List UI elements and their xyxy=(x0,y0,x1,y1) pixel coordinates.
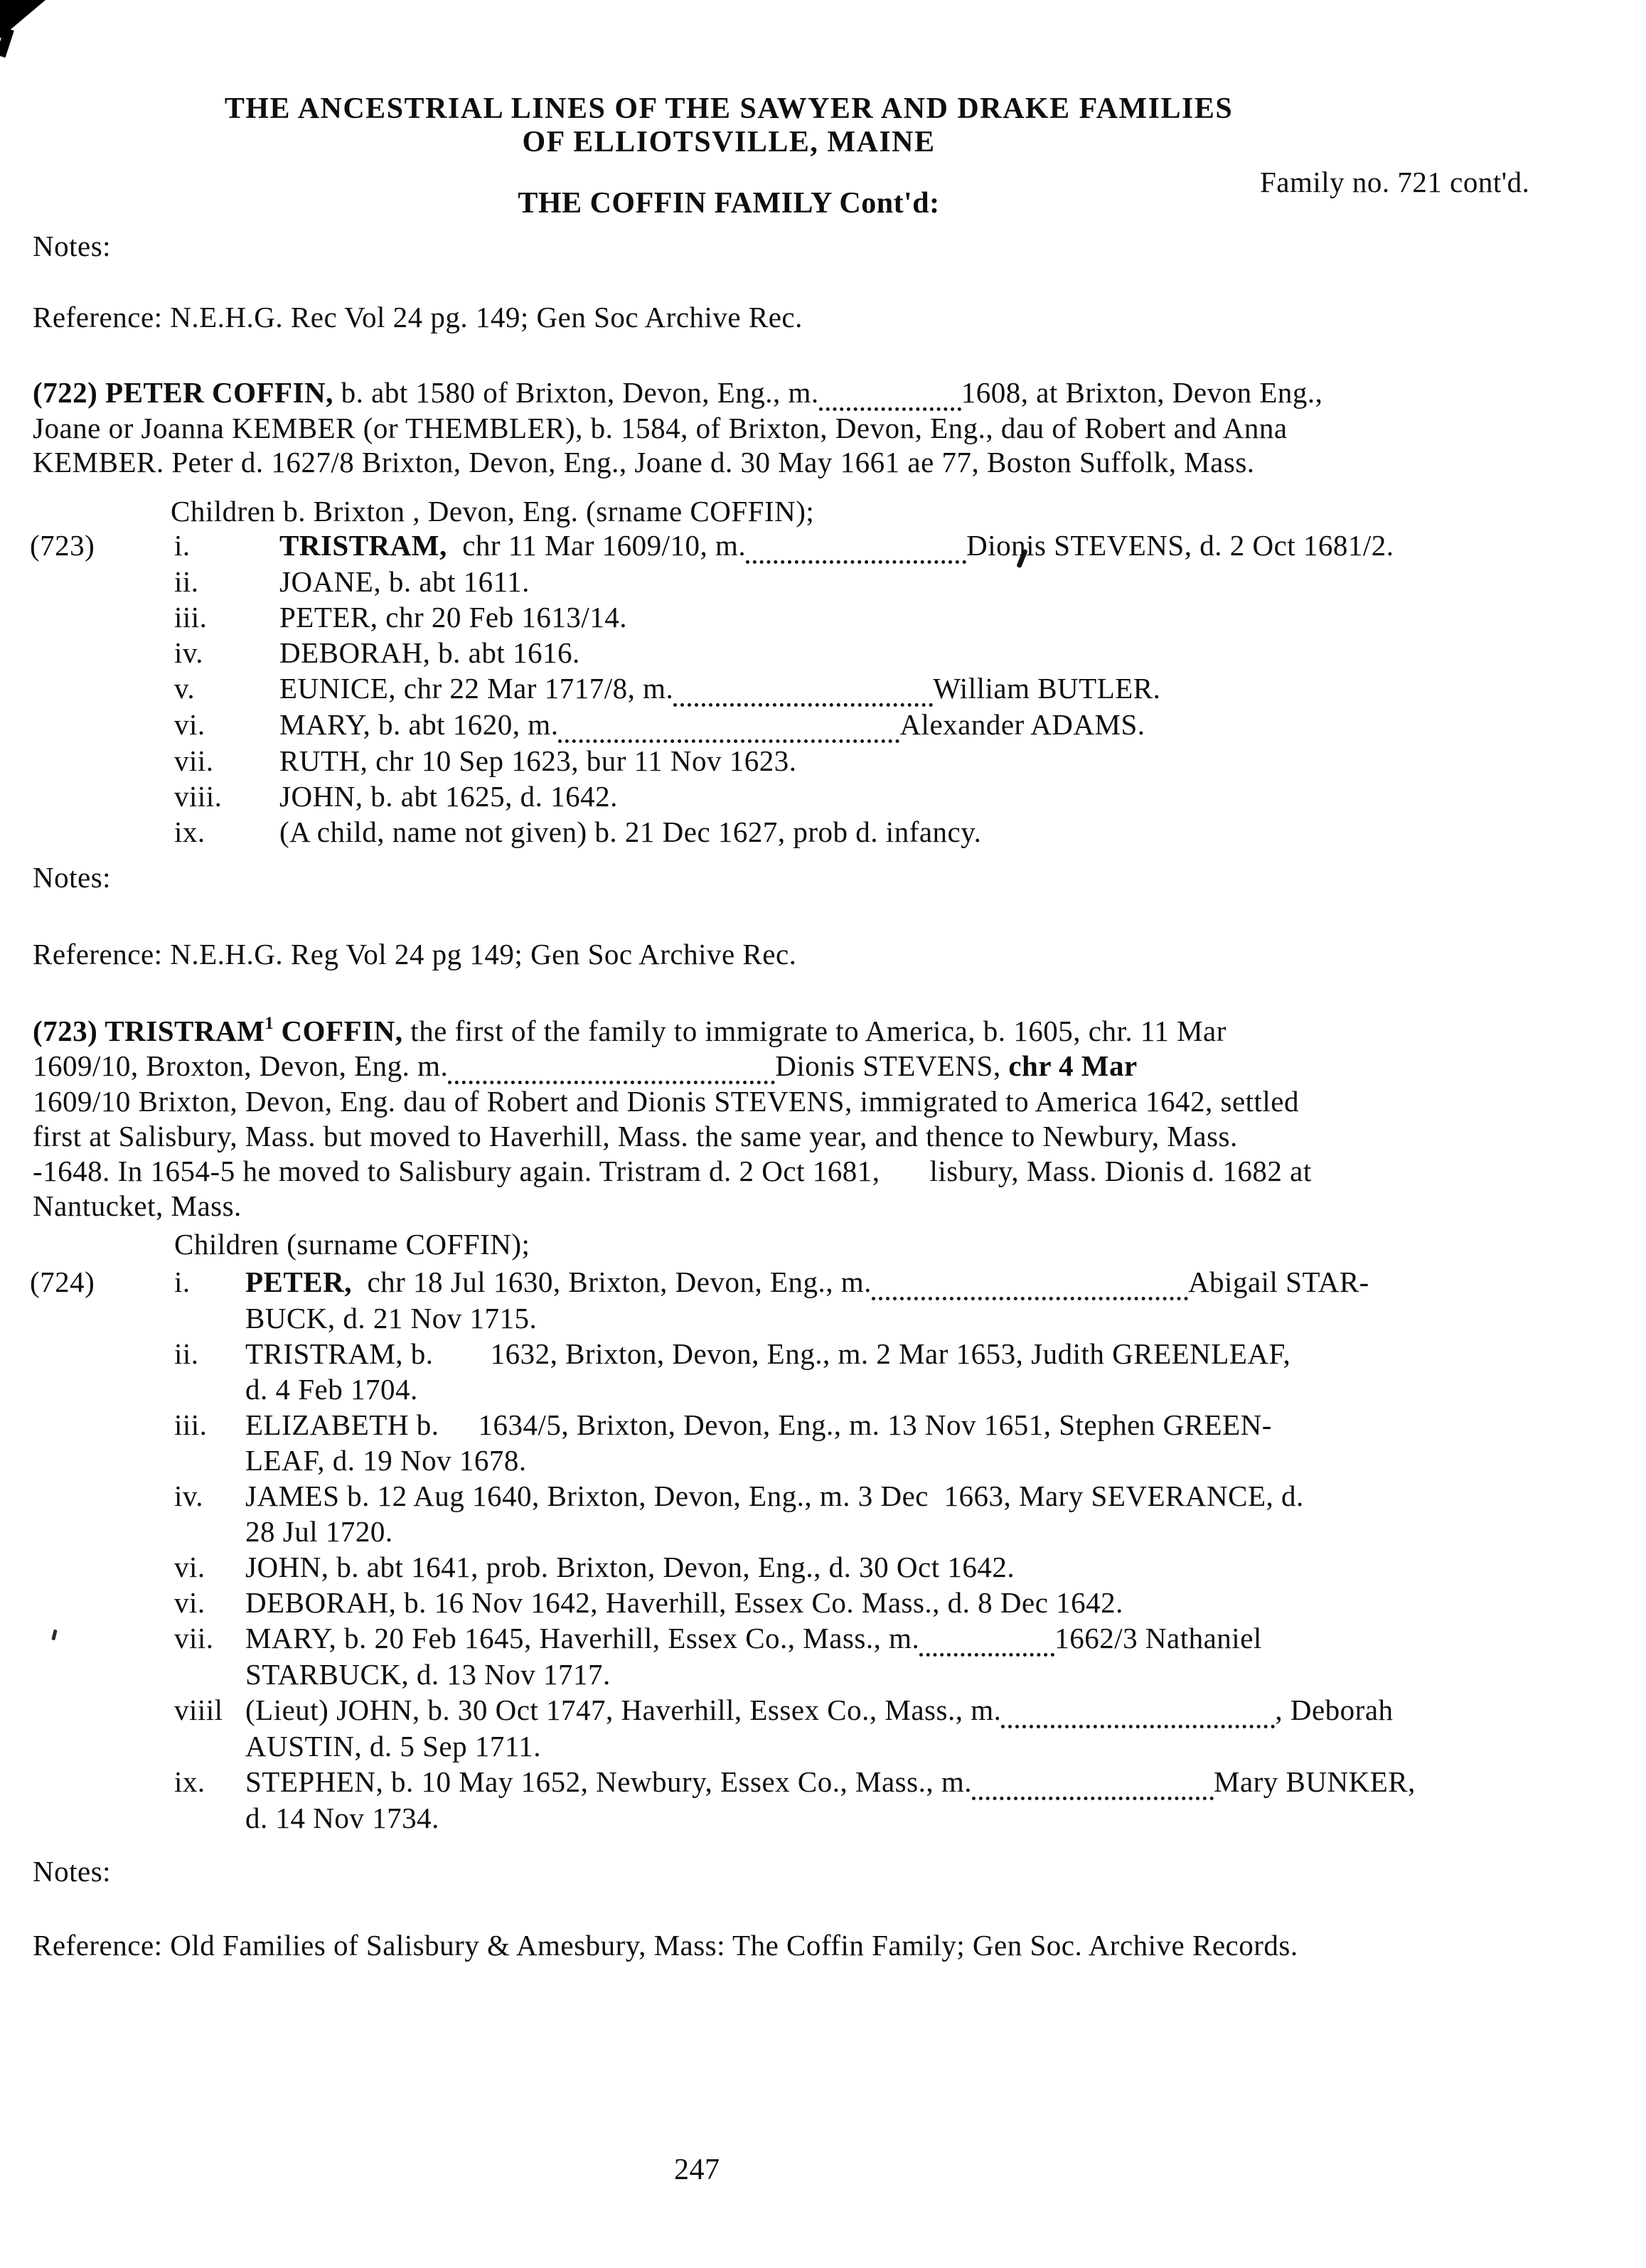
family-723-line4: first at Salisbury, Mass. but moved to Haverhill, Mass. the same year, and thence to Newbury, Mass. xyxy=(33,1120,1238,1152)
child-entry-text xyxy=(245,1478,1416,1549)
child-entry-text: DEBORAH, b. abt 1616. xyxy=(279,636,580,669)
child-row xyxy=(30,1585,1416,1620)
child-roman-numeral: ii. xyxy=(174,565,199,598)
blank-line xyxy=(872,1297,1188,1300)
child-text-a: MARY, b. 20 Feb 1645, Haverhill, Essex Co., Mass., m. xyxy=(245,1622,920,1654)
children-list-724 xyxy=(30,1264,1416,1836)
child-roman-numeral: iii. xyxy=(174,601,208,633)
family-723-line2-text-c: chr 4 Mar xyxy=(1008,1049,1138,1082)
child-entry-text xyxy=(279,707,1394,743)
child-roman-numeral: vi. xyxy=(174,708,205,741)
child-text-line2: BUCK, d. 21 Nov 1715. xyxy=(245,1302,538,1334)
family-723-head-name: (723) TRISTRAM xyxy=(33,1015,265,1047)
document-title xyxy=(0,92,1458,159)
child-entry-text xyxy=(279,528,1394,564)
child-row xyxy=(30,1549,1416,1585)
child-text-b: 1634/5, Brixton, Devon, Eng., m. 13 Nov 1651, Stephen GREEN- xyxy=(478,1408,1272,1441)
child-entry-text xyxy=(245,1264,1416,1336)
page-number: 247 xyxy=(674,2154,720,2186)
child-roman-numeral: v. xyxy=(174,672,196,705)
blank-line xyxy=(1001,1725,1275,1728)
notes-label-3: Notes: xyxy=(33,1855,112,1888)
child-text-a: (Lieut) JOHN, b. 30 Oct 1747, Haverhill, Essex Co., Mass., m. xyxy=(245,1694,1002,1726)
child-entry-text: RUTH, chr 10 Sep 1623, bur 11 Nov 1623. xyxy=(279,744,797,777)
family-723-line6: Nantucket, Mass. xyxy=(33,1189,242,1222)
child-roman-numeral: viiil xyxy=(174,1694,223,1726)
child-ref-number: (723) xyxy=(30,529,95,562)
child-roman-numeral: i. xyxy=(174,529,191,562)
child-entry-text xyxy=(245,1336,1416,1407)
child-text-line2: d. 4 Feb 1704. xyxy=(245,1373,418,1406)
notes-label-1: Notes: xyxy=(33,230,112,262)
family-722-paragraph xyxy=(33,375,1322,479)
family-723-line5-text-a: -1648. In 1654-5 he moved to Salisbury again. Tristram d. 2 Oct 1681, xyxy=(33,1155,880,1187)
child-text-b: 1662/3 Nathaniel xyxy=(1054,1622,1262,1654)
notes-label-2: Notes: xyxy=(33,861,112,894)
family-722-line1-text-a: b. abt 1580 of Brixton, Devon, Eng., m. xyxy=(333,376,819,409)
child-entry-text xyxy=(245,1692,1416,1764)
child-entry-text xyxy=(245,1407,1416,1478)
child-row xyxy=(30,599,1394,635)
children-list-722 xyxy=(30,528,1394,850)
children-heading-724: Children (surname COFFIN); xyxy=(174,1228,530,1261)
child-roman-numeral: viii. xyxy=(174,780,223,813)
child-row xyxy=(30,564,1394,599)
child-entry-text xyxy=(245,1620,1416,1692)
child-entry-text: DEBORAH, b. 16 Nov 1642, Haverhill, Essex Co. Mass., d. 8 Dec 1642. xyxy=(245,1586,1123,1619)
document-title-line2: OF ELLIOTSVILLE, MAINE xyxy=(522,126,936,159)
child-roman-numeral: ii. xyxy=(174,1337,199,1370)
child-row xyxy=(30,1407,1416,1478)
child-row xyxy=(30,1336,1416,1407)
child-text-a: chr 18 Jul 1630, Brixton, Devon, Eng., m. xyxy=(351,1266,872,1298)
children-heading-722: Children b. Brixton , Devon, Eng. (srname COFFIN); xyxy=(171,495,815,528)
child-entry-text: JOHN, b. abt 1641, prob. Brixton, Devon, Eng., d. 30 Oct 1642. xyxy=(245,1551,1015,1583)
family-723-line1-text: the first of the family to immigrate to America, b. 1605, chr. 11 Mar xyxy=(402,1015,1227,1047)
family-723-line2-text-a: 1609/10, Broxton, Devon, Eng. m. xyxy=(33,1049,449,1082)
child-text-a: MARY, b. abt 1620, m. xyxy=(279,708,559,741)
family-723-line5-text-b: lisbury, Mass. Dionis d. 1682 at xyxy=(929,1155,1312,1187)
child-text-a: chr 11 Mar 1609/10, m. xyxy=(447,529,747,562)
family-723-line2-text-b: Dionis STEVENS, xyxy=(775,1049,1009,1082)
child-text-b: , Deborah xyxy=(1275,1694,1394,1726)
child-row xyxy=(30,528,1394,564)
child-text-b: Dionis STEVENS, d. 2 Oct 1681/2. xyxy=(966,529,1394,562)
family-722-line2: Joane or Joanna KEMBER (or THEMBLER), b. 1584, of Brixton, Devon, Eng., dau of Robert and Anna xyxy=(33,412,1288,444)
family-723-paragraph xyxy=(33,1006,1312,1224)
child-text-a: ELIZABETH b. xyxy=(245,1408,439,1441)
child-row xyxy=(30,1478,1416,1549)
child-row xyxy=(30,743,1394,779)
child-entry-text: JOHN, b. abt 1625, d. 1642. xyxy=(279,780,618,813)
family-722-head-name: (722) PETER COFFIN, xyxy=(33,376,333,409)
family-723-head-surname: COFFIN, xyxy=(273,1015,403,1047)
child-row xyxy=(30,670,1394,707)
child-roman-numeral: vii. xyxy=(174,1622,214,1654)
child-text-a: EUNICE, chr 22 Mar 1717/8, m. xyxy=(279,672,674,705)
child-row xyxy=(30,779,1394,814)
child-roman-numeral: ix. xyxy=(174,1765,205,1798)
generation-superscript: 1 xyxy=(264,1014,274,1033)
child-row xyxy=(30,814,1394,850)
child-entry-text: PETER, chr 20 Feb 1613/14. xyxy=(279,601,628,633)
child-entry-text: (A child, name not given) b. 21 Dec 1627, prob d. infancy. xyxy=(279,815,982,848)
child-text-line2: d. 14 Nov 1734. xyxy=(245,1802,439,1834)
child-text-line2: 28 Jul 1720. xyxy=(245,1515,393,1548)
child-row xyxy=(30,1264,1416,1336)
child-name: TRISTRAM, xyxy=(279,529,447,562)
family-723-line1 xyxy=(33,1006,1312,1049)
document-title-line1: THE ANCESTRIAL LINES OF THE SAWYER AND DRAKE FAMILIES xyxy=(224,92,1234,125)
child-text-line2: LEAF, d. 19 Nov 1678. xyxy=(245,1444,527,1477)
child-roman-numeral: ix. xyxy=(174,815,205,848)
child-roman-numeral: iv. xyxy=(174,636,203,669)
reference-line-1: Reference: N.E.H.G. Rec Vol 24 pg. 149; Gen Soc Archive Rec. xyxy=(33,301,803,333)
child-text-a: STEPHEN, b. 10 May 1652, Newbury, Essex Co., Mass., m. xyxy=(245,1765,972,1798)
reference-line-2: Reference: N.E.H.G. Reg Vol 24 pg 149; Gen Soc Archive Rec. xyxy=(33,938,797,970)
family-722-line1-text-b: 1608, at Brixton, Devon Eng., xyxy=(961,376,1323,409)
reference-line-3: Reference: Old Families of Salisbury & Amesbury, Mass: The Coffin Family; Gen Soc. Archive Records. xyxy=(33,1929,1298,1962)
child-text-a: JAMES b. 12 Aug 1640, Brixton, Devon, Eng., m. 3 Dec 1663, Mary SEVERANCE, d. xyxy=(245,1480,1304,1512)
child-roman-numeral: iv. xyxy=(174,1480,203,1512)
child-name: PETER, xyxy=(245,1266,352,1298)
child-roman-numeral: vi. xyxy=(174,1551,205,1583)
family-723-line3: 1609/10 Brixton, Devon, Eng. dau of Robert and Dionis STEVENS, immigrated to America 1642, settled xyxy=(33,1085,1300,1118)
child-row xyxy=(30,1620,1416,1692)
child-roman-numeral: vii. xyxy=(174,744,214,777)
child-text-b: 1632, Brixton, Devon, Eng., m. 2 Mar 1653, Judith GREENLEAF, xyxy=(490,1337,1291,1370)
child-row xyxy=(30,707,1394,743)
child-roman-numeral: iii. xyxy=(174,1408,208,1441)
family-722-line1 xyxy=(33,375,1322,411)
family-723-line2 xyxy=(33,1049,1312,1084)
blank-line xyxy=(972,1797,1214,1800)
family-722-line3: KEMBER. Peter d. 1627/8 Brixton, Devon, Eng., Joane d. 30 May 1661 ae 77, Boston Suffolk, Mass. xyxy=(33,446,1255,478)
child-row xyxy=(30,1692,1416,1764)
child-text-line2: STARBUCK, d. 13 Nov 1717. xyxy=(245,1658,611,1691)
child-row xyxy=(30,635,1394,670)
child-text-b: Mary BUNKER, xyxy=(1213,1765,1416,1798)
family-723-line5 xyxy=(33,1154,1312,1189)
child-text-line2: AUSTIN, d. 5 Sep 1711. xyxy=(245,1730,542,1762)
child-entry-text xyxy=(245,1764,1416,1836)
child-entry-text: JOANE, b. abt 1611. xyxy=(279,565,530,598)
child-text-b: Abigail STAR- xyxy=(1187,1266,1369,1298)
child-roman-numeral: vi. xyxy=(174,1586,205,1619)
child-ref-number: (724) xyxy=(30,1266,95,1298)
child-roman-numeral: i. xyxy=(174,1266,191,1298)
blank-line xyxy=(919,1653,1054,1657)
child-text-b: Alexander ADAMS. xyxy=(899,708,1145,741)
child-entry-text xyxy=(279,670,1394,707)
section-heading: THE COFFIN FAMILY Cont'd: xyxy=(518,187,940,220)
child-text-b: William BUTLER. xyxy=(933,672,1161,705)
child-text-a: TRISTRAM, b. xyxy=(245,1337,434,1370)
family-number-label: Family no. 721 cont'd. xyxy=(1260,166,1530,198)
child-row xyxy=(30,1764,1416,1836)
